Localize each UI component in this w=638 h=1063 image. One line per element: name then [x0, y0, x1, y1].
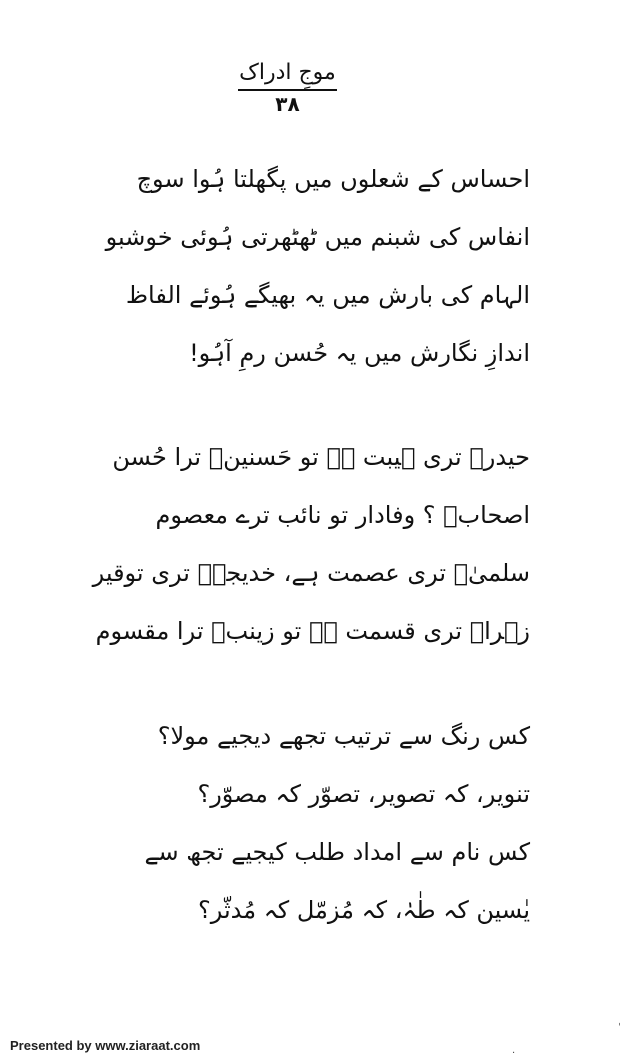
verse-line: اصحابؓ ؟ وفادار تو نائب ترے معصوم — [155, 501, 530, 529]
page-header — [230, 60, 345, 115]
scan-mark: · — [512, 1048, 516, 1059]
verse-line: کس رنگ سے ترتیب تجھے دیجیے مولا؟ — [157, 722, 530, 750]
verse-line: کس نام سے امداد طلب کیجیے تجھ سے — [144, 838, 530, 866]
verse-line: احساس کے شعلوں میں پگھلتا ہُوا سوچ — [136, 165, 530, 193]
stanza-1 — [105, 150, 530, 382]
book-title: موجِ ادراک — [239, 60, 336, 85]
verse-line: زہراؑ تری قسمت ہے تو زینبؑ ترا مقسوم — [95, 617, 530, 645]
verse-line: اندازِ نگارش میں یہ حُسن رمِ آہُو! — [189, 339, 530, 367]
page-number: ۳۸ — [275, 92, 300, 116]
verse-line: الہام کی بارش میں یہ بھیگے ہُوئے الفاظ — [125, 281, 530, 309]
verse-line: یٰسین کہ طٰہٰ، کہ مُزمّل کہ مُدثّر؟ — [198, 896, 530, 924]
header-divider — [238, 89, 337, 91]
verse-line: سلمیٰؑ تری عصمت ہے، خدیجہؑ تری توقیر — [92, 559, 530, 587]
verse-line: تنویر، کہ تصویر، تصوّر کہ مصوّر؟ — [197, 780, 530, 808]
stanza-3 — [144, 707, 530, 939]
verse-line: حیدرؑ تری ہیبت ہے تو حَسنینؑ ترا حُسن — [112, 443, 530, 471]
presented-by-footer: Presented by www.ziaraat.com — [10, 1038, 201, 1053]
stanza-2 — [92, 428, 530, 660]
verse-line: انفاس کی شبنم میں ٹھٹھرتی ہُوئی خوشبو — [105, 223, 530, 251]
scan-mark: ˌ — [618, 1016, 621, 1027]
